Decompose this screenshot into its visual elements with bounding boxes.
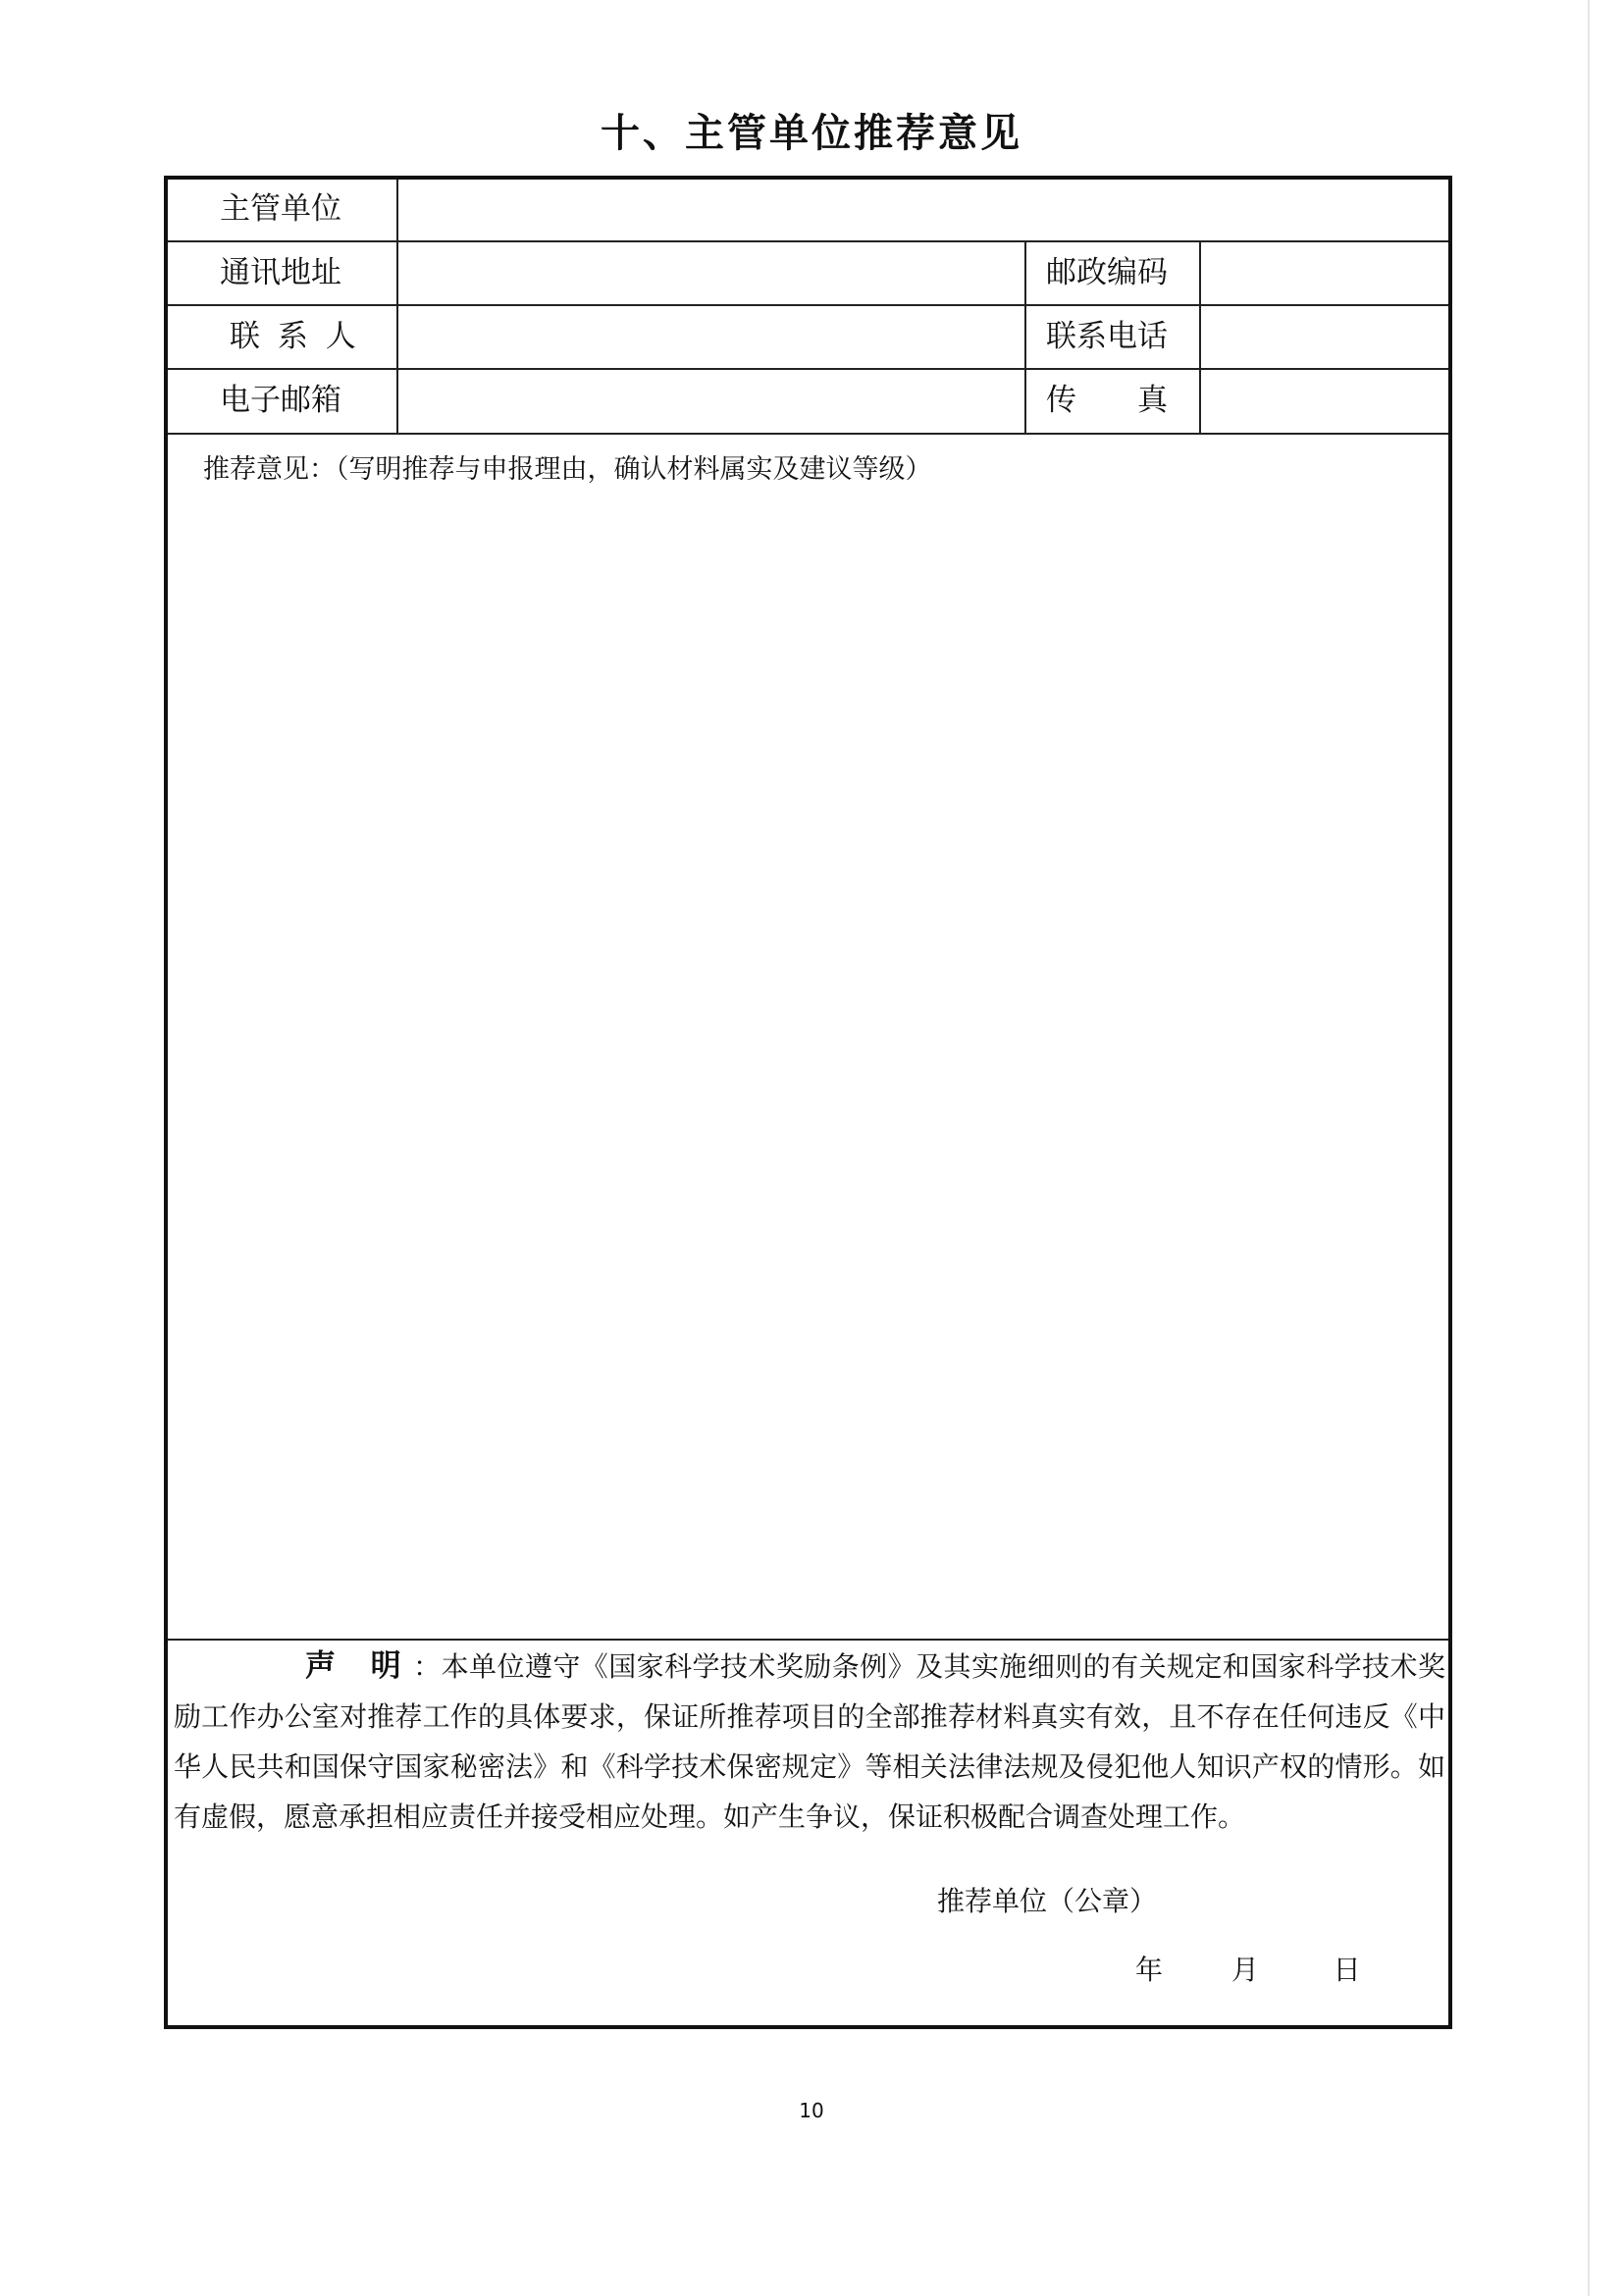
scan-edge xyxy=(1588,0,1590,2296)
email-field[interactable] xyxy=(399,370,1023,433)
recommendation-form xyxy=(164,176,1452,2029)
label-column-divider xyxy=(396,180,398,433)
declaration-colon: ： xyxy=(413,1650,442,1683)
postcode-field[interactable] xyxy=(1202,242,1448,304)
declaration-heading: 声 明 xyxy=(305,1648,414,1684)
declaration-body: 本单位遵守《国家科学技术奖励条例》及其实施细则的有关规定和国家科学技术奖励工作办公室对推荐工作的具体要求，保证所推荐项目的全部推荐材料真实有效，且不存在任何违反《中华人民共和国保守国家秘密法》和《科学技术保密规定》等相关法律法规及侵犯他人知识产权的情形。如有虚假，愿意承担相应责任并接受相应处理。如产生争议，保证积极配合调查处理工作。 xyxy=(174,1650,1445,1833)
date-month: 月 xyxy=(1230,1954,1259,1986)
date-year: 年 xyxy=(1135,1954,1164,1986)
right-label-left-divider xyxy=(1024,240,1026,433)
signature-date xyxy=(1135,1949,1361,1988)
contact-label: 联 系 人 xyxy=(230,319,360,354)
page-title: 十、主管单位推荐意见 xyxy=(601,110,1022,156)
address-field[interactable] xyxy=(399,242,1023,304)
recommender-seal-label: 推荐单位（公章） xyxy=(937,1885,1158,1917)
declaration-text xyxy=(174,1642,1445,1842)
opinion-text-area[interactable] xyxy=(174,492,1442,1630)
declaration-divider xyxy=(168,1639,1448,1641)
date-day: 日 xyxy=(1333,1954,1361,1986)
postcode-label: 邮政编码 xyxy=(1046,255,1168,290)
row-divider xyxy=(168,433,1448,435)
address-label: 通讯地址 xyxy=(220,255,341,290)
fax-field[interactable] xyxy=(1202,370,1448,433)
authority-field[interactable] xyxy=(399,180,1448,240)
page-number: 10 xyxy=(799,2099,824,2122)
phone-field[interactable] xyxy=(1202,306,1448,368)
contact-field[interactable] xyxy=(399,306,1023,368)
email-label: 电子邮箱 xyxy=(220,383,341,418)
right-label-right-divider xyxy=(1199,240,1201,433)
authority-label: 主管单位 xyxy=(220,191,341,227)
opinion-prompt: 推荐意见：（写明推荐与申报理由，确认材料属实及建议等级） xyxy=(203,454,932,485)
phone-label: 联系电话 xyxy=(1046,319,1168,354)
fax-label: 传 真 xyxy=(1046,383,1168,418)
